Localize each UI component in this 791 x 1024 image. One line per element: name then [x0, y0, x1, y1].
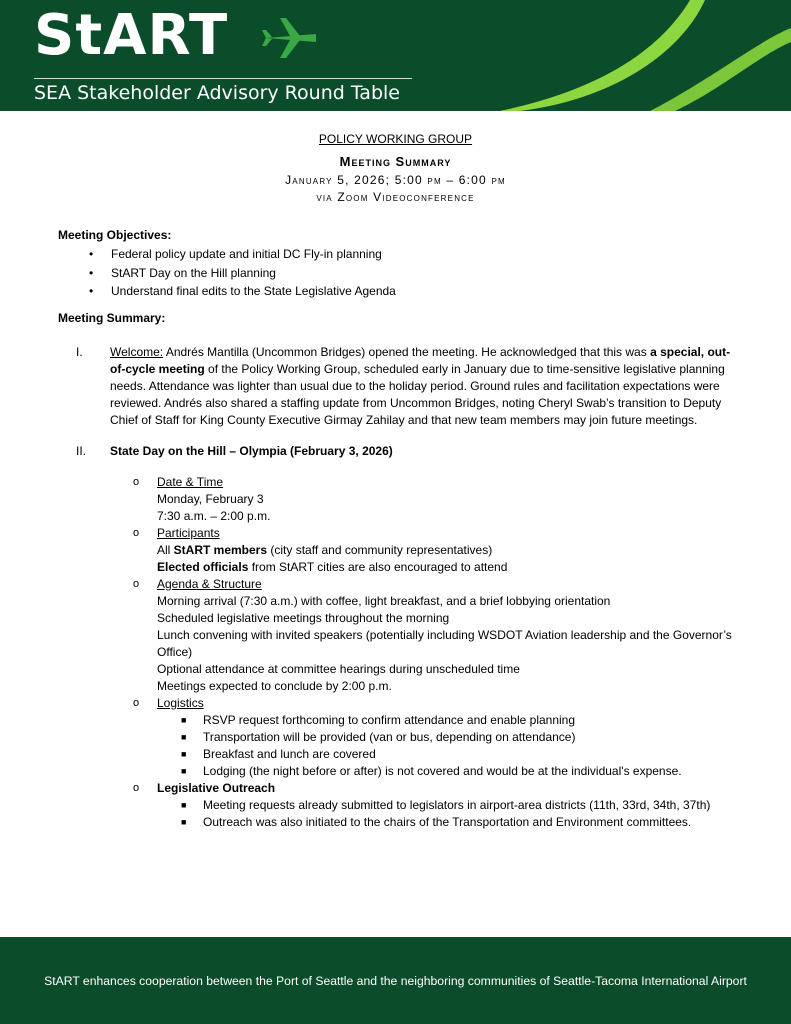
- section-label: Welcome:: [110, 344, 164, 359]
- list-item: [133, 780, 738, 831]
- page-footer: [0, 937, 791, 1024]
- text-line: Monday, February 3: [157, 491, 264, 506]
- item-text: Lodging (the night before or after) is not covered and would be at the individual's expense.: [203, 763, 682, 778]
- text-line: Lunch convening with invited speakers (potentially including WSDOT Aviation leadership and the Governor’s Office): [157, 627, 732, 659]
- document-body: [58, 227, 738, 831]
- document-titles: [0, 131, 791, 206]
- meeting-venue: via Zoom Videoconference: [316, 190, 475, 204]
- section-welcome: [58, 344, 738, 429]
- item-text: Meeting requests already submitted to legislators in airport-area districts (11th, 33rd, 34th, 37th): [203, 797, 711, 812]
- square-bullet-icon: ■: [181, 799, 187, 810]
- list-item: [133, 525, 738, 576]
- square-bullet-icon: ■: [181, 748, 187, 759]
- text-line: Scheduled legislative meetings throughout the morning: [157, 610, 450, 625]
- logo-wordmark: StART: [34, 3, 229, 68]
- emphasis-text: Elected officials: [157, 559, 249, 574]
- bullet-marker: o: [133, 526, 140, 539]
- logo-subtitle: SEA Stakeholder Advisory Round Table: [34, 82, 400, 104]
- list-item: [133, 695, 738, 780]
- square-bullet-icon: ■: [181, 731, 187, 742]
- item-text: Breakfast and lunch are covered: [203, 746, 376, 761]
- square-bullet-icon: ■: [181, 714, 187, 725]
- subsection-label: Date & Time: [157, 474, 224, 489]
- text-line: Morning arrival (7:30 a.m.) with coffee, light breakfast, and a brief lobbying orientation: [157, 593, 611, 608]
- bullet-marker: o: [133, 781, 140, 794]
- list-item: [181, 797, 738, 814]
- meeting-date: January 5, 2026; 5:00 pm – 6:00 pm: [285, 173, 506, 187]
- list-item: [133, 474, 738, 525]
- paragraph-text: Andrés Mantilla (Uncommon Bridges) opened the meeting. He acknowledged that this was: [163, 344, 651, 359]
- square-bullet-icon: ■: [181, 765, 187, 776]
- section-heading: State Day on the Hill – Olympia (February 3, 2026): [110, 443, 393, 458]
- page-header: [0, 0, 791, 111]
- text-line: Meetings expected to conclude by 2:00 p.m.: [157, 678, 392, 693]
- section-number: I.: [76, 344, 83, 359]
- document-title: Meeting Summary: [339, 154, 452, 169]
- emphasis-text: a special, out-of-cycle meeting: [110, 344, 731, 376]
- square-bullet-icon: ■: [181, 816, 187, 827]
- list-item: [181, 814, 738, 831]
- section-day-on-the-hill: [58, 443, 738, 831]
- text-run: (city staff and community representatives): [267, 542, 493, 557]
- item-text: Outreach was also initiated to the chairs of the Transportation and Environment committees.: [203, 814, 692, 829]
- footer-tagline: StART enhances cooperation between the Port of Seattle and the neighboring communities of Seattle-Tacoma International Airport: [44, 974, 747, 988]
- list-item: • Federal policy update and initial DC Fly-in planning: [89, 245, 738, 264]
- subsection-label: Participants: [157, 525, 220, 540]
- subsection-label: Agenda & Structure: [157, 576, 262, 591]
- summary-heading: Meeting Summary:: [58, 310, 166, 325]
- list-item: • StART Day on the Hill planning: [89, 264, 738, 283]
- item-text: Transportation will be provided (van or bus, depending on attendance): [203, 729, 576, 744]
- text-line: 7:30 a.m. – 2:00 p.m.: [157, 508, 271, 523]
- objectives-heading: Meeting Objectives:: [58, 228, 172, 242]
- list-item: [133, 576, 738, 695]
- text-line: [157, 542, 738, 559]
- bullet-marker: o: [133, 696, 140, 709]
- list-item: [181, 763, 738, 780]
- logo-divider: [34, 78, 412, 79]
- emphasis-text: StART members: [173, 542, 268, 557]
- text-line: [157, 559, 738, 576]
- bullet-marker: o: [133, 475, 140, 488]
- list-item: [181, 712, 738, 729]
- outreach-list: [181, 797, 738, 831]
- objectives-list: [89, 245, 738, 301]
- text-run: from StART cities are also encouraged to attend: [248, 559, 508, 574]
- text-run: All: [157, 542, 174, 557]
- bullet-marker: o: [133, 577, 140, 590]
- list-item: [181, 746, 738, 763]
- paragraph-text: of the Policy Working Group, scheduled early in January due to time-sensitive legislative planning needs. Attendance was lighter than usual due to the holiday period. Ground rules and facilitation expectations were reviewed. Andrés also shared a staffing update from Uncommon Bridges, noting Cheryl Swab’s transition to Deputy Chief of Staff for King County Executive Girmay Zahilay and that new team members may join future meetings.: [110, 361, 725, 427]
- airplane-icon: [262, 16, 320, 60]
- group-title: POLICY WORKING GROUP: [318, 132, 473, 146]
- item-text: RSVP request forthcoming to confirm attendance and enable planning: [203, 712, 576, 727]
- subsection-label: Logistics: [157, 695, 204, 710]
- section-number: II.: [76, 443, 87, 458]
- text-line: Optional attendance at committee hearings during unscheduled time: [157, 661, 520, 676]
- subsection-list: [133, 474, 738, 831]
- logistics-list: [181, 712, 738, 780]
- list-item: • Understand final edits to the State Legislative Agenda: [89, 282, 738, 301]
- subsection-label: Legislative Outreach: [157, 780, 276, 795]
- list-item: [181, 729, 738, 746]
